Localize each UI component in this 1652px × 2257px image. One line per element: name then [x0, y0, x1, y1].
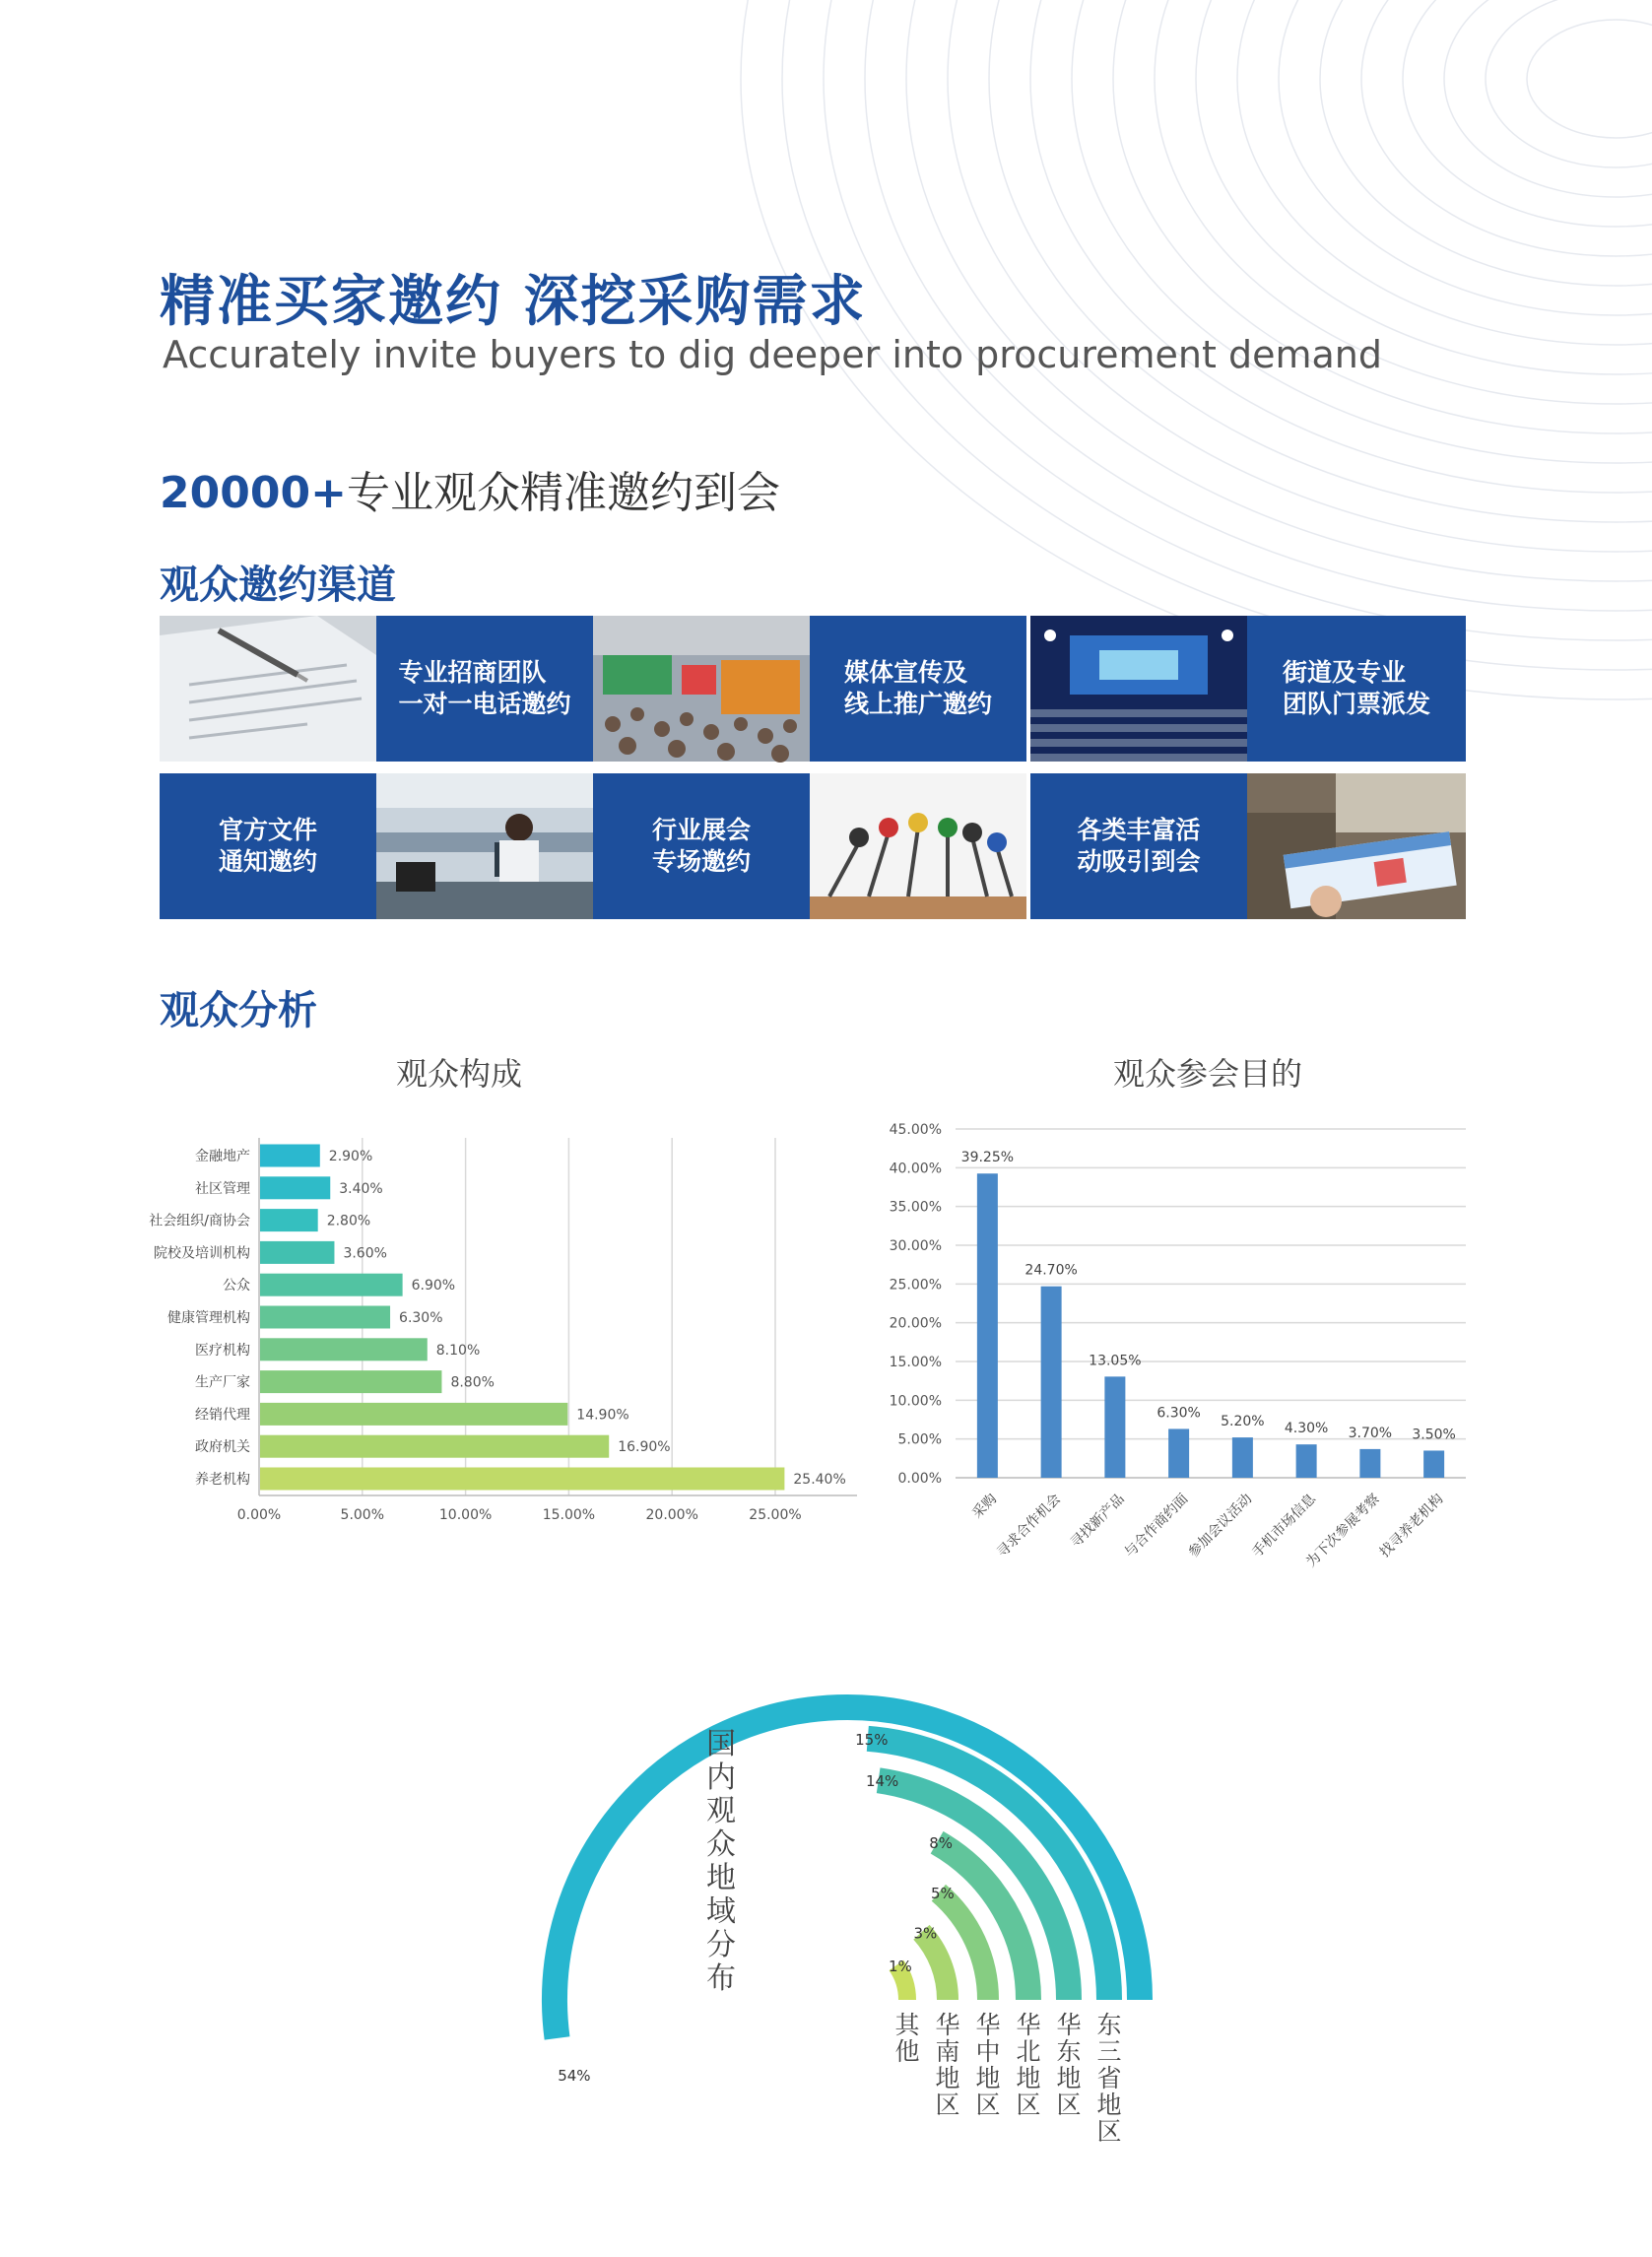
x-tick-label: 20.00% — [645, 1507, 698, 1523]
value-label: 8.10% — [435, 1342, 481, 1359]
bar — [260, 1403, 567, 1426]
audience-headline-text: 专业观众精准邀约到会 — [346, 468, 780, 518]
region-label-char: 东 — [1056, 2037, 1082, 2066]
bar — [260, 1241, 334, 1264]
region-label-char: 东 — [1096, 2011, 1122, 2039]
category-label: 寻求合作机会 — [994, 1491, 1064, 1561]
y-tick-label: 40.00% — [889, 1161, 942, 1177]
bar — [1041, 1287, 1062, 1478]
channel-media-promotion: 媒体宣传及 线上推广邀约 — [810, 616, 1026, 762]
bar — [260, 1145, 320, 1167]
category-label: 找寻养老机构 — [1376, 1491, 1447, 1561]
region-label-char: 地 — [975, 2064, 1001, 2092]
x-tick-label: 10.00% — [438, 1507, 493, 1523]
value-label: 8.80% — [450, 1374, 495, 1391]
category-label: 手机市场信息 — [1249, 1491, 1319, 1561]
category-label: 养老机构 — [195, 1472, 250, 1488]
channel-ticket-distribution: 街道及专业 团队门票派发 — [1247, 616, 1466, 762]
value-label: 3.40% — [339, 1180, 383, 1197]
audience-count: 20000+ — [160, 468, 347, 518]
contour-line — [948, 0, 1652, 552]
region-title-char: 布 — [706, 1961, 736, 1996]
value-label: 4.30% — [1284, 1421, 1329, 1437]
y-tick-label: 5.00% — [897, 1431, 942, 1448]
region-arc — [555, 1707, 1140, 2038]
category-label: 生产厂家 — [195, 1374, 250, 1391]
x-tick-label: 15.00% — [542, 1507, 596, 1523]
photo-documents — [160, 616, 376, 762]
chart-title-purpose: 观众参会目的 — [1113, 1055, 1303, 1093]
audience-composition-chart — [0, 1094, 867, 1547]
region-label-char: 北 — [1016, 2037, 1041, 2066]
category-label: 参加会议活动 — [1185, 1491, 1256, 1561]
bar — [260, 1370, 441, 1393]
bar — [1359, 1449, 1380, 1478]
bar — [1232, 1437, 1253, 1478]
region-title-char: 国 — [706, 1727, 736, 1761]
region-label-char: 三 — [1096, 2037, 1122, 2066]
value-label: 13.05% — [1089, 1353, 1142, 1369]
region-label-char: 地 — [935, 2064, 960, 2092]
category-label: 采购 — [969, 1491, 1001, 1522]
category-label: 寻找新产品 — [1067, 1491, 1128, 1552]
category-label: 院校及培训机构 — [154, 1245, 250, 1262]
x-tick-label: 25.00% — [749, 1507, 802, 1523]
region-value-label: 14% — [865, 1772, 899, 1791]
value-label: 3.60% — [343, 1245, 387, 1262]
y-tick-label: 45.00% — [889, 1122, 942, 1138]
region-label-char: 华 — [1056, 2011, 1082, 2039]
category-label: 社会组织/商协会 — [149, 1213, 250, 1229]
category-label: 经销代理 — [195, 1407, 250, 1424]
region-title-char: 观 — [706, 1794, 736, 1828]
value-label: 2.90% — [328, 1149, 373, 1164]
contour-line — [1030, 0, 1652, 493]
value-label: 2.80% — [326, 1213, 371, 1229]
region-label-char: 区 — [1016, 2091, 1041, 2119]
region-arc — [921, 1932, 948, 2000]
region-title-char: 内 — [706, 1760, 736, 1795]
value-label: 6.30% — [1156, 1405, 1201, 1422]
category-label: 社区管理 — [195, 1180, 250, 1197]
photo-exhibition-crowd — [593, 616, 810, 762]
value-label: 6.90% — [411, 1278, 456, 1294]
value-label: 25.40% — [793, 1472, 846, 1488]
region-label-char: 地 — [1056, 2064, 1082, 2092]
audience-headline — [160, 457, 780, 520]
y-tick-label: 25.00% — [889, 1277, 942, 1294]
contour-line — [1237, 0, 1652, 345]
audience-purpose-chart — [857, 1103, 1487, 1596]
channel-events-attraction: 各类丰富活 动吸引到会 — [1030, 773, 1247, 919]
chart-title-composition: 观众构成 — [396, 1055, 523, 1093]
bar — [260, 1274, 403, 1296]
bar — [1104, 1376, 1125, 1478]
region-label-char: 地 — [1096, 2091, 1122, 2119]
photo-microphones — [810, 773, 1026, 919]
category-label: 金融地产 — [195, 1149, 250, 1164]
region-title-char: 分 — [706, 1928, 736, 1962]
value-label: 3.50% — [1412, 1427, 1456, 1443]
value-label: 24.70% — [1024, 1262, 1078, 1279]
channels-heading: 观众邀约渠道 — [160, 563, 396, 608]
contour-line — [1196, 0, 1652, 374]
bar — [977, 1173, 998, 1478]
region-label-char: 华 — [975, 2011, 1001, 2039]
contour-line — [1403, 0, 1652, 227]
y-tick-label: 10.00% — [889, 1393, 942, 1410]
region-value-label: 5% — [930, 1885, 955, 1903]
value-label: 6.30% — [399, 1310, 443, 1326]
category-label: 与合作商约面 — [1121, 1491, 1192, 1561]
value-label: 14.90% — [576, 1407, 629, 1424]
category-label: 公众 — [223, 1278, 250, 1294]
category-label: 健康管理机构 — [167, 1310, 250, 1326]
bar — [260, 1468, 784, 1491]
region-label-char: 其 — [894, 2011, 920, 2039]
region-value-label: 8% — [929, 1834, 954, 1853]
value-label: 5.20% — [1221, 1414, 1265, 1430]
region-label-char: 区 — [1096, 2117, 1122, 2146]
y-tick-label: 35.00% — [889, 1199, 942, 1216]
analysis-heading: 观众分析 — [160, 988, 317, 1033]
region-value-label: 1% — [889, 1957, 912, 1975]
region-label-char: 华 — [935, 2011, 960, 2039]
bar — [260, 1435, 609, 1458]
channel-official-documents: 官方文件 通知邀约 — [160, 773, 376, 919]
region-title-char: 地 — [706, 1861, 736, 1895]
channel-phone-invitation: 专业招商团队 一对一电话邀约 — [376, 616, 593, 762]
contour-line — [1486, 0, 1652, 167]
value-label: 16.90% — [618, 1439, 671, 1456]
category-label: 为下次参展考察 — [1303, 1491, 1383, 1571]
region-label-char: 区 — [935, 2091, 960, 2119]
value-label: 39.25% — [960, 1150, 1015, 1166]
bar — [260, 1176, 330, 1199]
y-tick-label: 0.00% — [897, 1471, 942, 1487]
region-label-char: 南 — [935, 2037, 960, 2066]
contour-line — [1279, 0, 1652, 315]
contour-line — [1320, 0, 1652, 286]
region-title-char: 众 — [706, 1827, 736, 1862]
region-label-char: 地 — [1016, 2064, 1041, 2092]
y-tick-label: 30.00% — [889, 1238, 942, 1254]
region-title-char: 域 — [706, 1894, 736, 1929]
photo-tickets — [1247, 773, 1466, 919]
contour-line — [1527, 20, 1652, 138]
y-tick-label: 20.00% — [889, 1315, 942, 1332]
region-label-char: 华 — [1016, 2011, 1041, 2039]
y-tick-label: 15.00% — [889, 1355, 942, 1370]
region-value-label: 15% — [855, 1730, 889, 1749]
region-label-char: 中 — [975, 2037, 1001, 2066]
bar — [260, 1338, 428, 1361]
region-label-char: 区 — [975, 2091, 1001, 2119]
channel-industry-exhibition: 行业展会 专场邀约 — [593, 773, 810, 919]
photo-conference-hall — [1030, 616, 1247, 762]
bar — [1296, 1444, 1317, 1478]
page-title: 精准买家邀约 深挖采购需求 — [160, 270, 867, 334]
bar — [1423, 1450, 1444, 1478]
x-tick-label: 5.00% — [340, 1507, 385, 1523]
x-tick-label: 0.00% — [236, 1507, 282, 1523]
region-value-label: 3% — [913, 1924, 938, 1943]
region-label-char: 他 — [894, 2037, 920, 2066]
audience-region-chart — [493, 1576, 1202, 2146]
bar — [260, 1209, 318, 1231]
value-label: 3.70% — [1348, 1425, 1393, 1441]
category-label: 政府机关 — [195, 1439, 250, 1456]
bar — [260, 1306, 390, 1329]
photo-call-center — [376, 773, 593, 919]
region-label-char: 区 — [1056, 2091, 1082, 2119]
region-label-char: 省 — [1096, 2064, 1122, 2092]
page-title-english: Accurately invite buyers to dig deeper into procurement demand — [163, 333, 1382, 376]
region-value-label: 54% — [558, 2066, 591, 2085]
category-label: 医疗机构 — [195, 1342, 250, 1359]
bar — [1168, 1428, 1189, 1478]
